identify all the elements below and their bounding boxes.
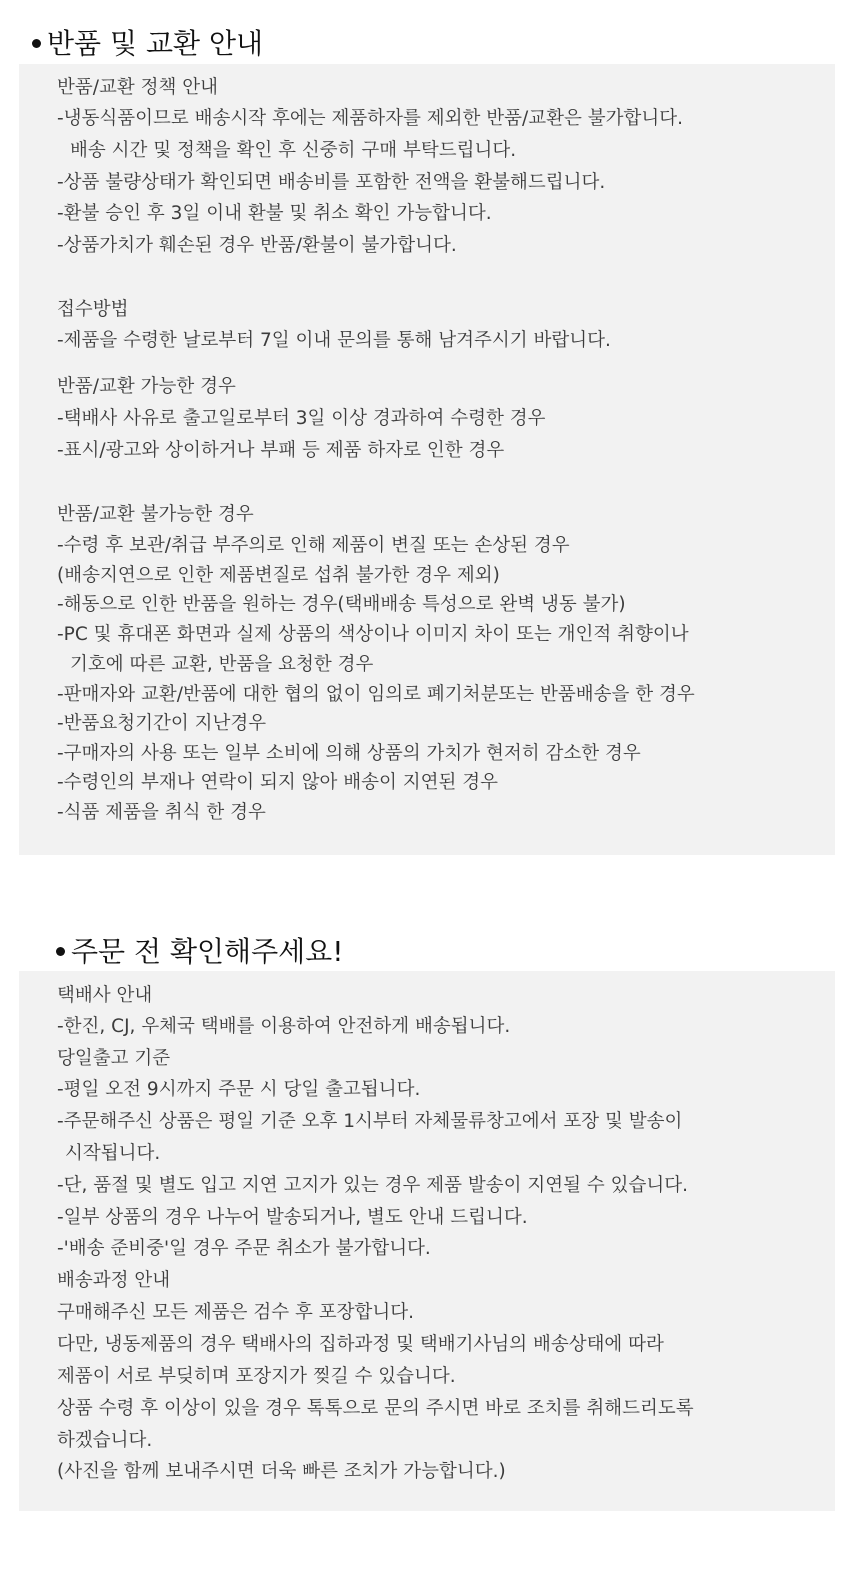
returns-line: -반품요청기간이 지난경우	[57, 713, 267, 734]
returns-line: -환불 승인 후 3일 이내 환불 및 취소 확인 가능합니다.	[57, 203, 492, 224]
bullet-icon	[32, 39, 41, 48]
order-check-heading-text: 주문 전 확인해주세요!	[71, 935, 344, 968]
order-line: -일부 상품의 경우 나누어 발송되거나, 별도 안내 드립니다.	[57, 1207, 528, 1228]
order-line: 시작됩니다.	[65, 1143, 161, 1164]
receipt-method-title: 접수방법	[57, 299, 129, 320]
returns-line: -수령인의 부재나 연락이 되지 않아 배송이 지연된 경우	[57, 772, 499, 793]
returns-line: -판매자와 교환/반품에 대한 협의 없이 임의로 폐기처분또는 반품배송을 한 경우	[57, 684, 695, 705]
order-line: 하겠습니다.	[57, 1430, 153, 1451]
returns-heading	[32, 22, 263, 62]
courier-info-title: 택배사 안내	[57, 985, 153, 1006]
returns-line: (배송지연으로 인한 제품변질로 섭취 불가한 경우 제외)	[57, 565, 500, 586]
order-line: (사진을 함께 보내주시면 더욱 빠른 조치가 가능합니다.)	[57, 1461, 506, 1482]
order-line: -한진, CJ, 우체국 택배를 이용하여 안전하게 배송됩니다.	[57, 1016, 511, 1037]
delivery-process-title: 배송과정 안내	[57, 1270, 171, 1291]
bullet-icon	[56, 947, 65, 956]
same-day-shipping-title: 당일출고 기준	[57, 1048, 171, 1069]
returns-line: -냉동식품이므로 배송시작 후에는 제품하자를 제외한 반품/교환은 불가합니다.	[57, 108, 683, 129]
order-line: -'배송 준비중'일 경우 주문 취소가 불가합니다.	[57, 1238, 431, 1259]
returns-line: -식품 제품을 취식 한 경우	[57, 802, 266, 823]
returns-line: 기호에 따른 교환, 반품을 요청한 경우	[70, 654, 374, 675]
order-line: -평일 오전 9시까지 주문 시 당일 출고됩니다.	[57, 1079, 421, 1100]
returns-line: -상품 불량상태가 확인되면 배송비를 포함한 전액을 환불해드립니다.	[57, 172, 606, 193]
returns-line: -상품가치가 훼손된 경우 반품/환불이 불가합니다.	[57, 235, 457, 256]
returns-line: -PC 및 휴대폰 화면과 실제 상품의 색상이나 이미지 차이 또는 개인적 취향이나	[57, 624, 689, 645]
order-line: 제품이 서로 부딪히며 포장지가 찢길 수 있습니다.	[57, 1366, 456, 1387]
returns-line: -제품을 수령한 날로부터 7일 이내 문의를 통해 남겨주시기 바랍니다.	[57, 330, 611, 351]
returnable-cases-title: 반품/교환 가능한 경우	[57, 376, 236, 397]
order-line: -주문해주신 상품은 평일 기준 오후 1시부터 자체물류창고에서 포장 및 발송이	[57, 1111, 683, 1132]
order-line: 상품 수령 후 이상이 있을 경우 톡톡으로 문의 주시면 바로 조치를 취해드리도록	[57, 1398, 694, 1419]
order-line: 구매해주신 모든 제품은 검수 후 포장합니다.	[57, 1302, 414, 1323]
returns-line: -구매자의 사용 또는 일부 소비에 의해 상품의 가치가 현저히 감소한 경우	[57, 743, 641, 764]
returns-heading-text: 반품 및 교환 안내	[47, 27, 264, 60]
returns-line: 배송 시간 및 정책을 확인 후 신중히 구매 부탁드립니다.	[70, 140, 517, 161]
non-returnable-cases-title: 반품/교환 불가능한 경우	[57, 504, 254, 525]
order-line: 다만, 냉동제품의 경우 택배사의 집하과정 및 택배기사님의 배송상태에 따라	[57, 1334, 664, 1355]
returns-line: -표시/광고와 상이하거나 부패 등 제품 하자로 인한 경우	[57, 440, 505, 461]
order-line: -단, 품절 및 별도 입고 지연 고지가 있는 경우 제품 발송이 지연될 수 있습니다.	[57, 1175, 689, 1196]
returns-line: -해동으로 인한 반품을 원하는 경우(택배배송 특성으로 완벽 냉동 불가)	[57, 594, 626, 615]
returns-policy-title: 반품/교환 정책 안내	[57, 77, 218, 98]
order-check-heading	[56, 930, 343, 970]
returns-line: -수령 후 보관/취급 부주의로 인해 제품이 변질 또는 손상된 경우	[57, 535, 570, 556]
returns-line: -택배사 사유로 출고일로부터 3일 이상 경과하여 수령한 경우	[57, 408, 546, 429]
